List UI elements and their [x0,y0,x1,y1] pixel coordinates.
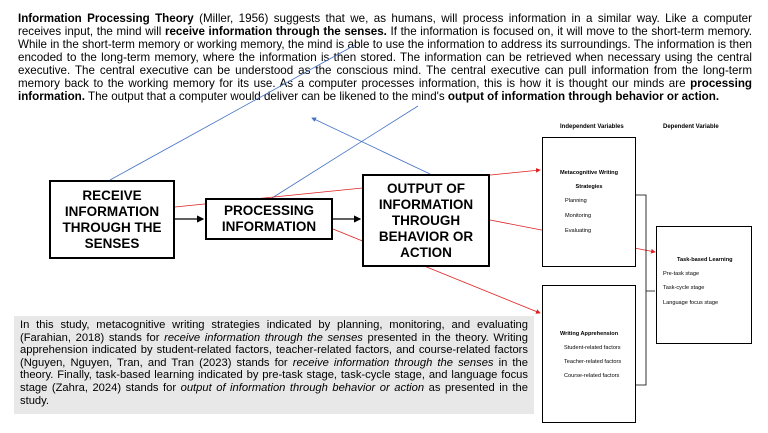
apprehension-item-student: Student-related factors [564,345,621,351]
note-text-3: in the theory. Finally, task-based learning indicated by pre-task stage, task-cycle stage, and language focus stage (Zahra, 2024) stands for [20,356,528,394]
bracket-connector [636,195,655,385]
receive-information-box [49,180,175,259]
apprehension-item-course: Course-related factors [564,373,620,379]
note-text-4: as presented in the study. [20,381,528,407]
para-bold-processing: processing information. [18,77,752,103]
note-italic-1: receive information through the senses [164,331,363,344]
para-text-2: If the information is focused on, it will move to the short-term memory. While in the short-term memory or working memory, the mind is able to use the information to address its surroundings. The information is then encoded to the long-term memory, where the information is then stored. The information can be retrieved when necessary using the central executive. The central executive can be understood as the conscious mind. The central executive can pull information from the long-term memory back to the working memory for its use. As a computer processes information, this is how it is thought our minds are [18,25,752,90]
metacog-item-evaluating: Evaluating [565,228,592,234]
task-item-task-cycle: Task-cycle stage [663,285,705,291]
study-note [14,316,534,414]
independent-variables-header: Independent Variables [560,124,624,130]
note-italic-3: output of information through behavior or action [180,381,425,394]
blue-line-output [312,118,430,174]
blue-line-receive [110,45,355,180]
output-information-label: OUTPUT OF INFORMATION THROUGH BEHAVIOR OR ACTION [378,180,474,260]
metacognitive-title-2: Strategies [575,184,603,190]
note-text-2: presented in the theory. Writing apprehension indicated by student-related factors, teacher-related factors, and course-related factors (Nguyen, Nguyen, Tran, and Tran (2023) stands for [20,331,528,369]
note-italic-2: receive information through the senses [292,356,494,369]
metacog-item-planning: Planning [565,198,587,204]
note-text-1: In this study, metacognitive writing strategies indicated by planning, monitoring, and evaluating (Farahian, 2018) stands for [20,319,528,344]
metacog-item-monitoring: Monitoring [565,213,592,219]
metacognitive-strategies-box [542,137,636,267]
writing-apprehension-box [542,285,636,423]
para-text-3: The output that a computer would deliver can be likened to the mind's [84,90,448,103]
output-information-box [362,174,490,267]
para-bold-receive: receive information through the senses. [164,25,387,38]
apprehension-title: Writing Apprehension [560,331,619,337]
theory-name: Information Processing Theory [18,12,194,25]
task-based-title: Task-based Learning [677,257,733,263]
para-text-1: (Miller, 1956) suggests that we, as humans, will process information in a similar way. Like a computer receives input, the mind will [18,12,752,38]
para-bold-output: output of information through behavior or action. [447,90,720,103]
processing-information-box [205,198,333,240]
task-item-language-focus: Language focus stage [663,300,719,306]
dependent-variable-header: Dependent Variable [663,124,719,130]
task-item-pre-task: Pre-task stage [663,271,700,277]
processing-information-label: PROCESSING INFORMATION [221,203,317,234]
apprehension-item-teacher: Teacher-related factors [564,359,622,365]
metacognitive-title-1: Metacognitive Writing [559,170,618,176]
task-based-learning-box [656,226,752,344]
receive-information-label: RECEIVE INFORMATION THROUGH THE SENSES [62,187,162,251]
